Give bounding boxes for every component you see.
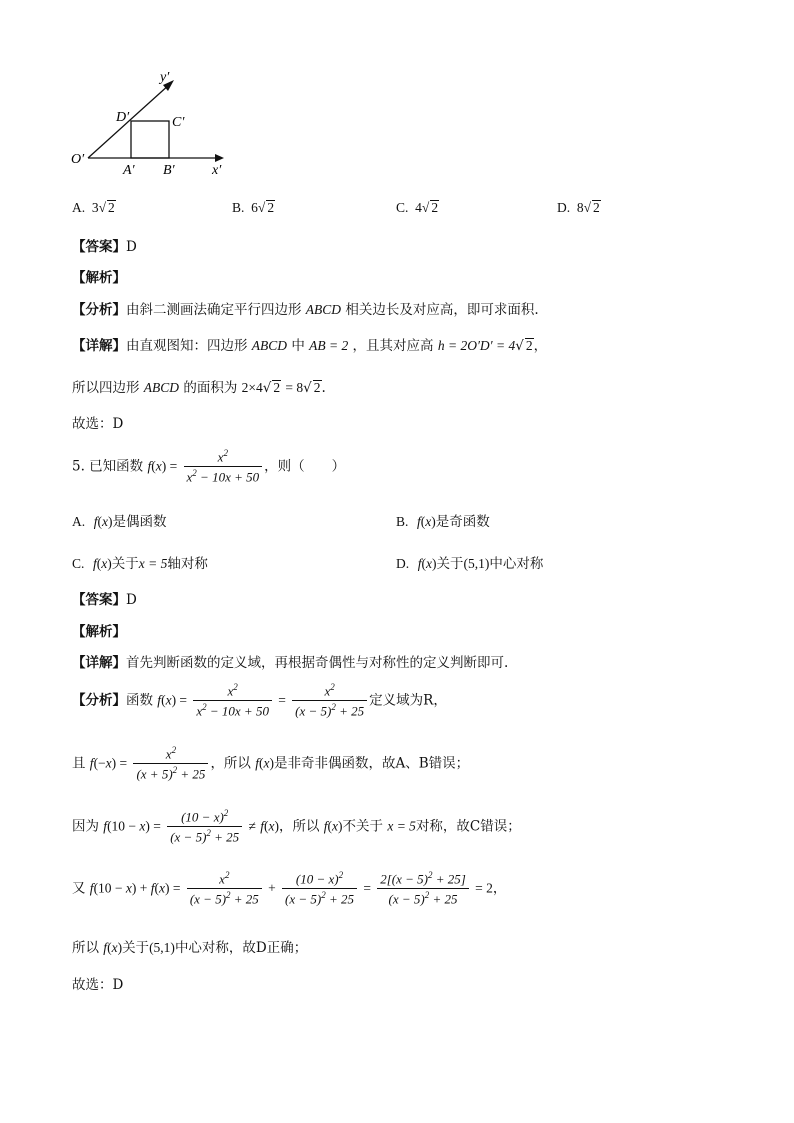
q5-option-b: B. f(x)是奇函数 <box>396 514 490 530</box>
q5-conclusion: 所以 f(x)关于(5,1)中心对称，故D正确； <box>72 940 308 956</box>
q4-xiangjie: 【详解】由直观图知：四边形 ABCD 中 AB = 2 ，且其对应高 h = 2O′D′ = 4√ 2， <box>72 338 548 354</box>
q5-line-center: 又 f(10 − x) + f(x) = $\frac{x^2}{(x - 5)^2 + 25}$ + $\frac{(10 - x)^2}{(x - 5)^2 + 25}$ = $\frac{2[(x - 5)^2 + 25]}{(x - 5)^2 + 25}$ = 2， <box>72 870 507 907</box>
q4-choice: 故选：D <box>72 416 124 432</box>
label-o: O′ <box>71 152 85 167</box>
label-x: x′ <box>212 163 222 178</box>
q5-line-axis: 因为 f(10 − x) = $\frac{(10 - x)^2}{(x - 5)^2 + 25}$ ≠ f(x)，所以 f(x)不关于 x = 5对称，故C错误； <box>72 808 521 845</box>
label-b: B′ <box>163 163 175 178</box>
q4-answer: 【答案】D <box>72 239 137 255</box>
q5-option-a: A. f(x)是偶函数 <box>72 514 167 530</box>
sqrt-sign: √ <box>303 380 312 396</box>
q5-option-c: C. f(x)关于x = 5轴对称 <box>72 556 208 572</box>
figure-svg <box>60 60 260 185</box>
q4-option-c: C. 4√ 2 <box>396 200 439 215</box>
q4-analysis-label: 【解析】 <box>72 270 126 286</box>
option-letter: B. <box>232 200 245 215</box>
q4-option-a: A. 3√ 2 <box>72 200 115 215</box>
sqrt-sign: √ <box>515 338 524 354</box>
sqrt-sign: √ <box>262 380 272 396</box>
q4-area: 所以四边形 ABCD 的面积为 2×4√ 2 = 8√ 2. <box>72 380 326 396</box>
fraction: $\frac{x^2}{x^2 - 10x + 50}$ <box>184 448 263 486</box>
option-letter: D. <box>557 200 571 215</box>
q5-fenxi: 【分析】函数 f(x) = $\frac{x^2}{x^2 - 10x + 50}$ = $\frac{x^2}{(x - 5)^2 + 25}$ 定义域为R， <box>72 682 447 719</box>
q5-answer: 【答案】D <box>72 592 137 608</box>
label-c: C′ <box>172 115 185 130</box>
x-axis-arrow <box>215 154 224 162</box>
q5-xiangjie: 【详解】首先判断函数的定义域，再根据奇偶性与对称性的定义判断即可. <box>72 655 509 671</box>
q4-option-b: B. 6√ 2 <box>232 200 275 215</box>
sqrt-sign: √ <box>98 200 107 215</box>
label-a: A′ <box>123 163 135 178</box>
sqrt-sign: √ <box>257 200 266 215</box>
sqrt-sign: √ <box>421 200 430 215</box>
q5-option-d: D. f(x)关于(5,1)中心对称 <box>396 556 544 572</box>
square-a-b-c-d <box>131 121 169 158</box>
option-letter: A. <box>72 200 86 215</box>
q4-option-d: D. 8√ 2 <box>557 200 600 215</box>
q5-choice: 故选：D <box>72 977 124 993</box>
sqrt-sign: √ <box>583 200 592 215</box>
oblique-figure <box>60 60 260 185</box>
q4-fenxi: 【分析】由斜二测画法确定平行四边形 ABCD 相关边长及对应高，即可求面积. <box>72 302 539 318</box>
q5-stem: 5. 已知函数 f(x) = $\frac{x^2}{x^2 - 10x + 50}$ ，则（ ） <box>72 448 346 485</box>
option-letter: C. <box>396 200 409 215</box>
q5-analysis-label: 【解析】 <box>72 624 126 640</box>
label-y: y′ <box>160 70 170 85</box>
label-d: D′ <box>116 110 130 125</box>
q5-line-even-odd: 且 f(−x) = $\frac{x^2}{(x + 5)^2 + 25}$ ，所以 f(x)是非奇非偶函数，故A、B错误； <box>72 745 470 782</box>
